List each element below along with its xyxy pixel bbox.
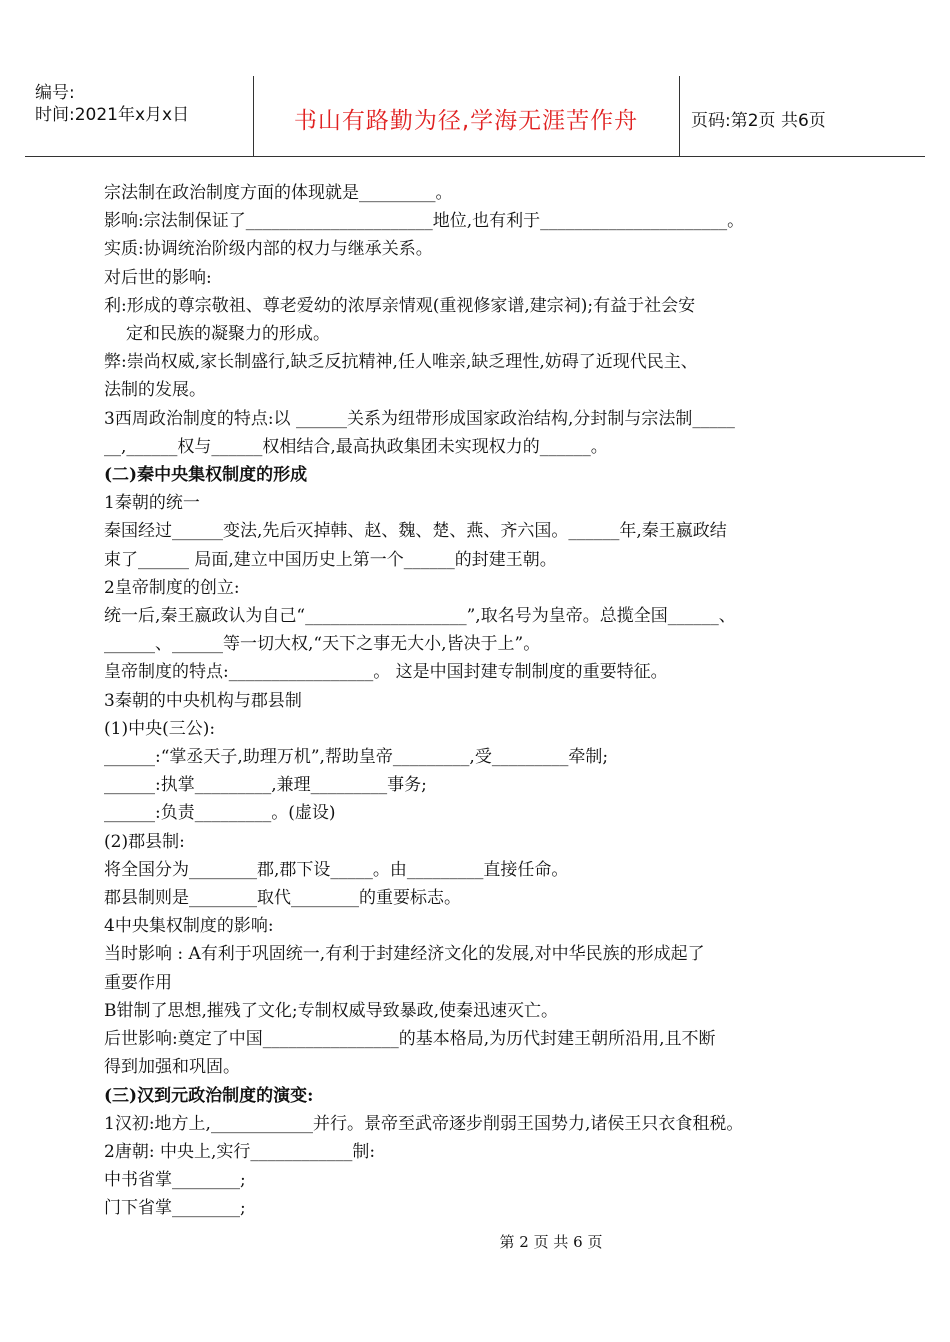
text-line: 利:形成的尊宗敬祖、尊老爱幼的浓厚亲情观(重视修家谱,建宗祠);有益于社会安 <box>104 295 696 316</box>
text-line: 定和民族的凝聚力的形成。 <box>126 324 330 345</box>
text-line: 3秦朝的中央机构与郡县制 <box>104 690 302 711</box>
text-line: 统一后,秦王嬴政认为自己“___________________”,取名号为皇帝。总揽全国______、 <box>104 606 736 627</box>
text-line: 弊:崇尚权威,家长制盛行,缺乏反抗精神,任人唯亲,缺乏理性,妨碍了近现代民主、 <box>104 352 698 373</box>
text-line: 门下省掌________; <box>104 1198 246 1219</box>
text-line: 重要作用 <box>104 972 172 993</box>
section-heading: (三)汉到元政治制度的演变: <box>104 1085 314 1106</box>
text-line: 2皇帝制度的创立: <box>104 577 240 598</box>
document-body <box>104 179 856 1223</box>
text-line: 宗法制在政治制度方面的体现就是_________。 <box>104 183 453 203</box>
header-meta <box>35 82 189 126</box>
text-line: 将全国分为________郡,郡下设_____。由_________直接任命。 <box>104 859 569 880</box>
text-line: 2唐朝: 中央上,实行____________制: <box>104 1141 376 1162</box>
number-label: 编号: <box>35 83 75 103</box>
text-line: (2)郡县制: <box>104 831 185 852</box>
text-line: 得到加强和巩固。 <box>104 1057 240 1078</box>
text-line: 4中央集权制度的影响: <box>104 916 274 937</box>
text-line: ______:负责_________。(虚设) <box>104 803 336 824</box>
text-line: 中书省掌________; <box>104 1170 246 1191</box>
text-line: 1秦朝的统一 <box>104 493 200 514</box>
page-header <box>25 76 925 157</box>
text-line: 当时影响 : A有利于巩固统一,有利于封建经济文化的发展,对中华民族的形成起了 <box>104 944 705 965</box>
text-line: 后世影响:奠定了中国________________的基本格局,为历代封建王朝所沿用,且不断 <box>104 1029 716 1050</box>
text-line: B钳制了思想,摧残了文化;专制权威导致暴政,使秦迅速灭亡。 <box>104 1000 559 1021</box>
text-line: (1)中央(三公): <box>104 718 216 739</box>
text-line: 3西周政治制度的特点:以 ______关系为纽带形成国家政治结构,分封制与宗法制_____ <box>104 408 735 429</box>
text-line: 皇帝制度的特点:_________________。 这是中国封建专制制度的重要特征。 <box>104 662 668 683</box>
text-line: 法制的发展。 <box>104 380 206 401</box>
text-line: ______:“掌丞天子,助理万机”,帮助皇帝_________,受_________牵制; <box>104 747 609 768</box>
text-line: ______:执掌_________,兼理_________事务; <box>104 775 427 796</box>
header-motto: 书山有路勤为径,学海无涯苦作舟 <box>293 108 639 134</box>
footer-page-number: 第 2 页 共 6 页 <box>499 1233 603 1251</box>
text-line: 秦国经过______变法,先后灭掉韩、赵、魏、楚、燕、齐六国。______年,秦王嬴政结 <box>104 521 727 542</box>
text-line: 实质:协调统治阶级内部的权力与继承关系。 <box>104 239 433 260</box>
text-line: 对后世的影响: <box>104 267 212 288</box>
section-heading: (二)秦中央集权制度的形成 <box>104 465 308 486</box>
text-line: 郡县制则是________取代________的重要标志。 <box>104 888 461 909</box>
text-line: __,______权与______权相结合,最高执政集团未实现权力的______。 <box>104 436 608 457</box>
text-line: ______、______等一切大权,“天下之事无大小,皆决于上”。 <box>104 634 541 655</box>
text-line: 1汉初:地方上,____________并行。景帝至武帝逐步削弱王国势力,诸侯王只衣食租税。 <box>104 1113 744 1134</box>
header-divider <box>679 76 680 156</box>
header-page-number: 页码:第2页 共6页 <box>691 111 826 131</box>
text-line: 束了______ 局面,建立中国历史上第一个______的封建王朝。 <box>104 549 557 570</box>
text-line: 影响:宗法制保证了______________________地位,也有利于______________________。 <box>104 211 745 232</box>
time-label: 时间:2021年x月x日 <box>35 105 190 125</box>
page-footer <box>0 1231 950 1252</box>
